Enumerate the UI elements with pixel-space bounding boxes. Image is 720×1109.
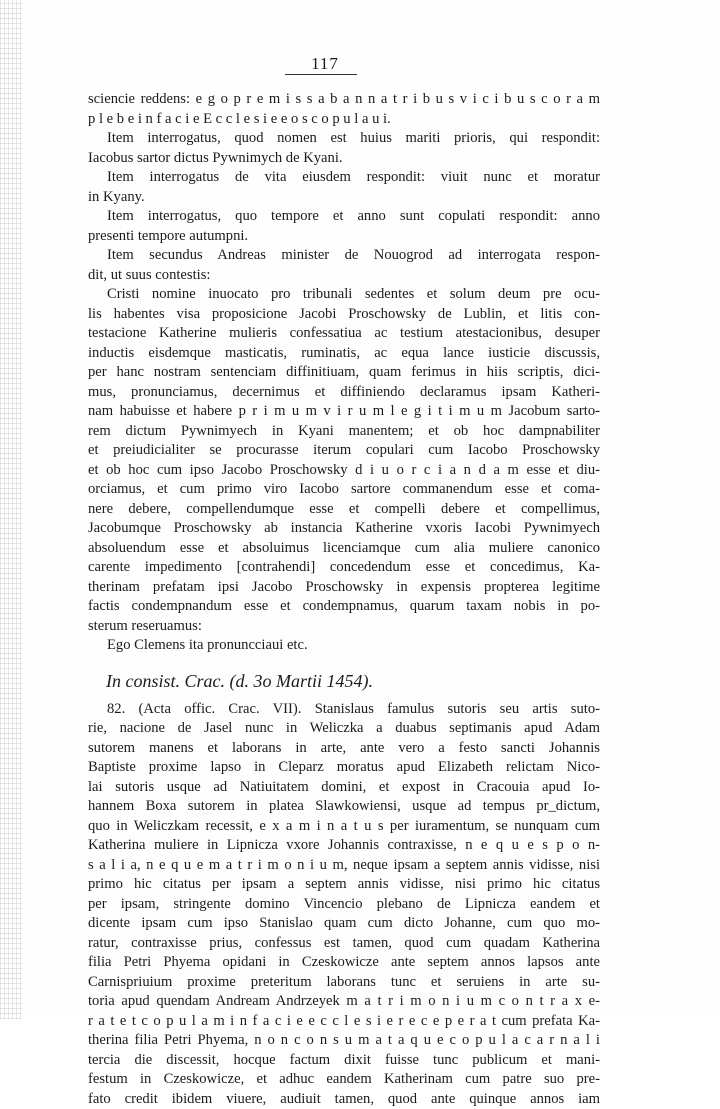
section-heading: In consist. Crac. (d. 3o Martii 1454). <box>88 664 600 698</box>
text-line: rie, nacione de Jasel nunc in Weliczka a duabus septimanis apud Adam <box>88 719 600 739</box>
text-line: primo hic citatus per ipsam a septem annis vidisse, nisi primo hic citatus <box>88 875 600 895</box>
text-line: Carnispriuium proxime preteritum laborans tunc et seruiens in arte su- <box>88 973 600 993</box>
text-line: carente impedimento [contrahendi] concedendum esse et concedimus, Ka- <box>88 558 600 578</box>
text-line: mus, pronunciamus, decernimus et diffiniendo declaramus ipsam Katheri- <box>88 383 600 403</box>
text-line: Item interrogatus, quo tempore et anno sunt copulati respondit: anno <box>88 207 600 227</box>
text-line: therinam prefatam ipsi Jacobo Proschowsky in expensis propterea legitime <box>88 578 600 598</box>
text-line: Item interrogatus, quod nomen est huius mariti prioris, qui respondit: <box>88 129 600 149</box>
text-line: et ob hoc cum ipso Jacobo Proschowsky d i u o r c i a n d a m esse et diu- <box>88 461 600 481</box>
text-line: absoluendum esse et absoluimus licenciamque cum alia muliere canonico <box>88 539 600 559</box>
page-number-rule <box>285 74 357 75</box>
text-line: fato credit ibidem viuere, audiuit tamen, quod ante quinque annos iam <box>88 1090 600 1109</box>
text-line: presenti tempore autumpni. <box>88 227 600 247</box>
text-line: testacione Katherine mulieris confessatiua ac testium atestacionibus, desuper <box>88 324 600 344</box>
text-line: inductis eisdemque masticatis, ruminatis, ac equa lance iusticie discussis, <box>88 344 600 364</box>
text-line: Cristi nomine inuocato pro tribunali sedentes et solum deum pre ocu- <box>88 285 600 305</box>
text-section-bottom <box>88 700 600 1109</box>
text-line: nere debere, compellendumque esse et compelli debere et compellimus, <box>88 500 600 520</box>
text-line: per ipsam, stringente domino Vincencio plebano de Lipnicza eandem et <box>88 895 600 915</box>
text-line: in Kyany. <box>88 188 600 208</box>
text-line: p l e b e i n f a c i e E c c l e s i e e o s c o p u l a u i. <box>88 110 600 130</box>
text-line: lis habentes visa proposicione Jacobi Proschowsky de Lublin, et litis con- <box>88 305 600 325</box>
text-line: filia Petri Phyema opidani in Czeskowicze ante septem annos lapsos ante <box>88 953 600 973</box>
text-line: r a t e t c o p u l a m i n f a c i e e c c l e s i e r e c e p e r a t cum prefata Ka- <box>88 1012 600 1032</box>
text-line: Jacobumque Proschowsky ab instancia Katherine vxoris Iacobi Pywnimyech <box>88 519 600 539</box>
scan-edge-noise <box>0 0 22 1019</box>
text-line: festum in Czeskowicze, et adhuc eandem Katherinam cum patre suo pre- <box>88 1070 600 1090</box>
text-line: Katherina muliere in Lipnicza vxore Johannis contraxisse, n e q u e s p o n- <box>88 836 600 856</box>
text-line: per hanc nostram sentenciam diffinitiuam, quam ferimus in hiis scriptis, dici- <box>88 363 600 383</box>
text-line: Item interrogatus de vita eiusdem respondit: viuit nunc et moratur <box>88 168 600 188</box>
text-line: 82. (Acta offic. Crac. VII). Stanislaus famulus sutoris seu artis suto- <box>88 700 600 720</box>
text-line: sterum reseruamus: <box>88 617 600 637</box>
text-section-top <box>88 90 600 656</box>
text-block <box>88 90 600 1109</box>
text-line: dit, ut suus contestis: <box>88 266 600 286</box>
text-line: Ego Clemens ita pronuncciaui etc. <box>88 636 600 656</box>
text-line: Baptiste proxime lapso in Cleparz moratus apud Elizabeth relictam Nico- <box>88 758 600 778</box>
text-line: tercia die discessit, hocque factum dixit fuisse tunc publicum et mani- <box>88 1051 600 1071</box>
text-line: sciencie reddens: e g o p r e m i s s a b a n n a t r i b u s v i c i b u s c o r a m <box>88 90 600 110</box>
text-line: orciamus, et cum primo viro Iacobo sartore commanendum esse et coma- <box>88 480 600 500</box>
text-line: factis condempnandum esse et condempnamus, quarum taxam nobis in po- <box>88 597 600 617</box>
text-line: therina filia Petri Phyema, n o n c o n s u m a t a q u e c o p u l a c a r n a l i <box>88 1031 600 1051</box>
text-line: Item secundus Andreas minister de Nouogrod ad interrogata respon- <box>88 246 600 266</box>
text-line: quo in Weliczkam recessit, e x a m i n a t u s per iuramentum, se nunquam cum <box>88 817 600 837</box>
text-line: ratur, contraxisse prius, confessus est tamen, quod cum quadam Katherina <box>88 934 600 954</box>
text-line: nam habuisse et habere p r i m u m v i r u m l e g i t i m u m Jacobum sarto- <box>88 402 600 422</box>
text-line: s a l i a, n e q u e m a t r i m o n i u m, neque ipsam a septem annis vidisse, nisi <box>88 856 600 876</box>
page-number: 117 <box>290 54 360 74</box>
text-line: dicente ipsam cum ipso Stanislao quam cum dicto Johanne, cum quo mo- <box>88 914 600 934</box>
text-line: sutorem manens et laborans in arte, ante vero a festo sancti Johannis <box>88 739 600 759</box>
text-line: rem dictum Pywnimyech in Kyani manentem; et ob hoc dampnabiliter <box>88 422 600 442</box>
text-line: toria apud quendam Andream Andrzeyek m a t r i m o n i u m c o n t r a x e- <box>88 992 600 1012</box>
text-line: Iacobus sartor dictus Pywnimych de Kyani. <box>88 149 600 169</box>
text-line: lai sutoris usque ad Natiuitatem domini, et expost in Cracouia apud Io- <box>88 778 600 798</box>
text-line: hannem Boxa sutorem in platea Slawkowiensi, usque ad tempus pr_dictum, <box>88 797 600 817</box>
text-line: et preiudicialiter se procurasse iterum copulari cum Iacobo Proschowsky <box>88 441 600 461</box>
